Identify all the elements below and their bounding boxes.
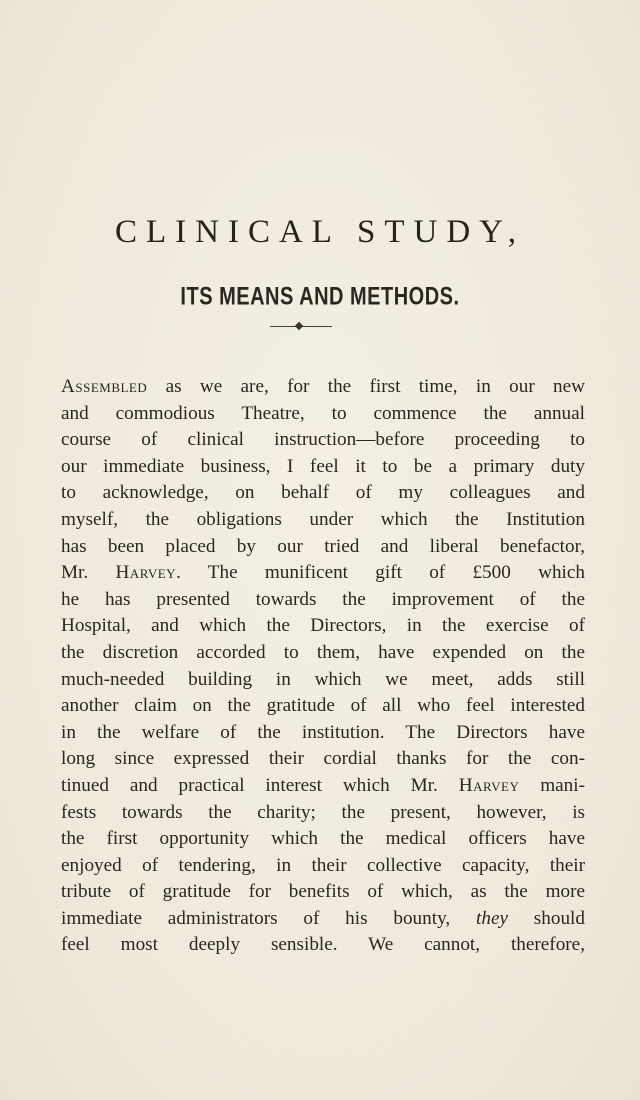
text-line: feel most deeply sensible. We cannot, therefore, (61, 934, 585, 956)
text-line: tribute of gratitude for benefits of which, as the more (61, 881, 585, 903)
name-harvey: Harvey (458, 774, 520, 796)
text-line: fests towards the charity; the present, however, is (61, 801, 585, 823)
text-line: our immediate business, I feel it to be a primary duty (61, 455, 585, 477)
text-line: Hospital, and which the Directors, in the exercise of (61, 615, 585, 637)
text-line: to acknowledge, on behalf of my colleagues and (61, 482, 585, 504)
body-paragraph (61, 374, 585, 959)
diamond-ornament-icon (295, 322, 303, 330)
page-title: CLINICAL STUDY, (114, 214, 525, 250)
ornamental-divider (270, 322, 332, 332)
text-line: enjoyed of tendering, in their collective capacity, their (61, 854, 585, 876)
text-line: the first opportunity which the medical officers have (61, 828, 585, 850)
page-subtitle: ITS MEANS AND METHODS. (180, 283, 460, 311)
text-line: another claim on the gratitude of all who feel interested (61, 695, 585, 717)
text-line: immediate administrators of his bounty, they should (61, 907, 585, 929)
text-line: Mr. Harvey. The munificent gift of £500 which (61, 562, 585, 584)
text-line: tinued and practical interest which Mr. Harvey mani- (61, 774, 585, 796)
text-line: myself, the obligations under which the Institution (61, 508, 585, 530)
text-line: Assembled as we are, for the first time, in our new (61, 376, 585, 397)
text-line: much-needed building in which we meet, adds still (61, 668, 585, 690)
name-harvey: Harvey (115, 562, 177, 584)
text-line: the discretion accorded to them, have expended on the (61, 641, 585, 663)
text-line: he has presented towards the improvement of the (61, 588, 585, 610)
text-line: has been placed by our tried and liberal benefactor, (61, 535, 585, 557)
text-line: in the welfare of the institution. The Directors have (61, 721, 585, 743)
text-line: course of clinical instruction—before proceeding to (61, 429, 585, 451)
emphasis-they: they (476, 907, 508, 929)
text-line: long since expressed their cordial thanks for the con- (61, 748, 585, 770)
text-line: and commodious Theatre, to commence the annual (61, 402, 585, 424)
